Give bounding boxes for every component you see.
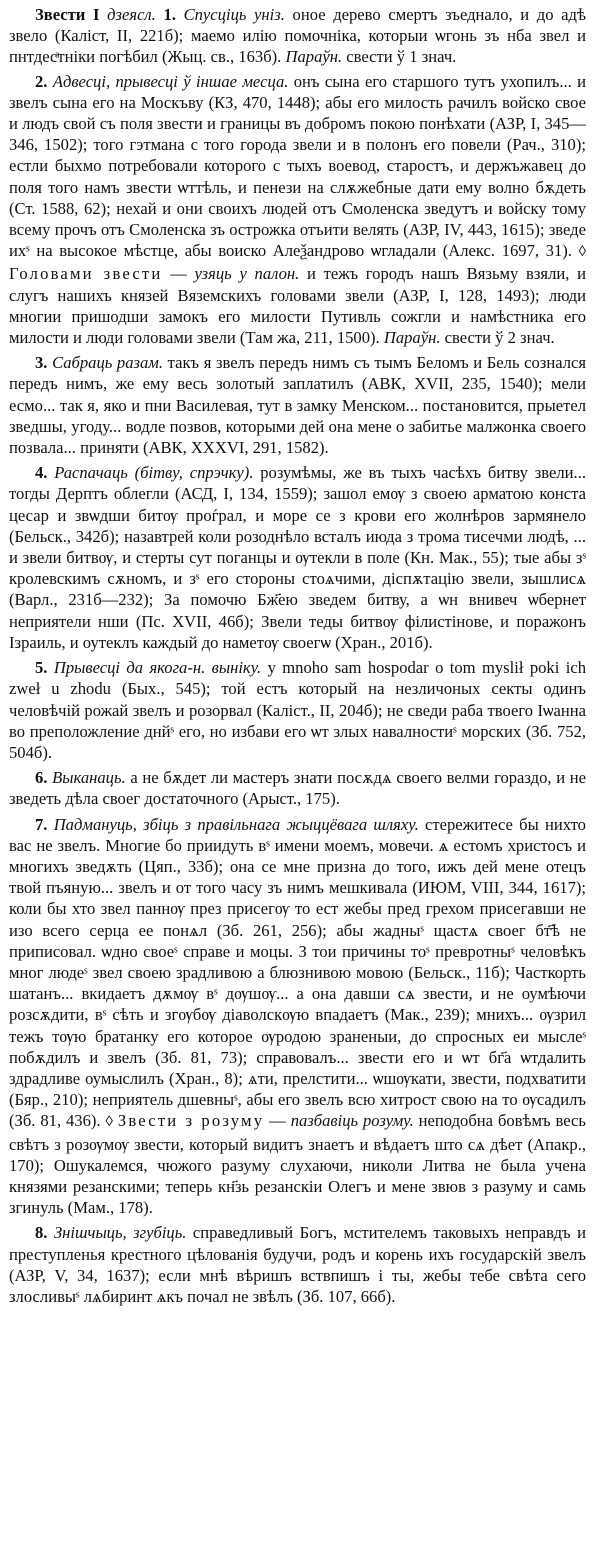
sense-citations: онъ сына его старшого тутъ ухопилъ... и звелъ сына его на Москъву (КЗ, 470, 1448); абы его милость рачилъ войско свое и людъ свой съ поля звести и границы въ добромъ покою понѣхати (АЗР, I, 345—346, 1502); того гэтмана с того города звели и в полонъ его повели (Рач., 310); естли быхмо потребовали которого с тыхъ воевод, старостъ, и держъжавец до поля того намъ звести ѡттѣль, и пенези на слѫжебные дати ему волно бѫдеть (Ст. 1588, 62); нехай и они своихъ людей отъ Смоленска зведутъ и войску тому всему прочъ отъ Смоленска зъ острожка отъити велять (АЗР, IV, 443, 1615); зведе ихˢ на высокое мѣстце, абы воиско Алеѯандрово ѡгладали (Алекс. 1697, 31). <box>9 71 587 261</box>
sense-gloss: Распачаць (бітву, спрэчку). <box>54 463 254 483</box>
sense-number: 1. <box>163 5 176 24</box>
cross-reference-label: Параўн. <box>383 328 441 348</box>
phraseology-citations: и тежъ городъ нашъ Вязьму взяли, и слугъ нашихъ князей Вяземскихъ головами звели (АЗР, I, 128, 1493); люди многии пришодши замокъ его милости Путивль сожгли и намѣстника его милости и люди головами звели (Там жа, 211, 1500). <box>9 264 586 348</box>
sense-gloss: Адвесці, прывесці ў іншае месца. <box>52 71 289 91</box>
sense-gloss: Прывесці да якога-н. выніку. <box>53 658 262 678</box>
cross-reference-text: свести ў 2 знач. <box>444 328 555 348</box>
sense-citations: y mnoho sam hospodar o tom myslił poki ich zweł u zhodu (Бых., 545); той естъ который на незличоных секты одинъ человѣчій рожай звелъ и розорвал (Каліст., II, 204б); не сведи раба твоего Іѡанна во преположление днйˢ его, но избави его ѡт злых навалностиˢ морских (Зб. 752, 504б). <box>9 658 586 762</box>
entry-sense-8 <box>9 1222 586 1307</box>
sense-gloss: Падмануць, збіць з правільнага жыццёвага шляху. <box>53 814 419 834</box>
phraseology-expression: Головами звести <box>9 264 163 284</box>
entry-sense-7 <box>9 814 586 1219</box>
entry-sense-6 <box>9 767 586 809</box>
sense-number: 7. <box>35 814 48 834</box>
entry-sense-1 <box>9 4 586 68</box>
phraseology-dash: — <box>170 264 187 284</box>
sense-number: 3. <box>35 353 48 373</box>
sense-citations: справедливый Богъ, мстителемъ таковыхъ неправдъ и преступленья крестного цѣлованія будучи, родъ и корень ихъ государскій звелъ (АЗР, V, 34, 1637); если мнѣ вѣришъ вствпишъ і ты, жебы тебе свѣта сего злосливыˢ лѧбиринт ѧкъ почал не звѣлъ (Зб. 107, 66б). <box>9 1223 586 1306</box>
sense-citations: такъ я звелъ передъ нимъ съ тымъ Беломъ и Бель сознался передъ нимъ, же ему весь золотый заплатилъ (АВК, XVII, 235, 1540); мели есмо... так я, яко и пни Василевая, тут в замку Менском... постановится, прыетел зведшы, угоду... водле позвов, которыми дей она мене о забитье малжонка своего позвала... приняти (АВК, XXXVI, 291, 1582). <box>9 353 586 458</box>
sense-number: 6. <box>35 768 48 788</box>
phraseology-dash: — <box>269 1111 286 1131</box>
phraseology-expression: Звести з розуму <box>117 1111 265 1131</box>
sense-citations: розумѣмы, же въ тыхъ часѣхъ битву звели... тогды Дерптъ облегли (АСД, I, 134, 1559); зашол емѹ з своею арматою конста цесар и звѡдши битѹ проѓрал, и море се з крови его жолнѣров зармянело (Бельск., 342б); назавтрей коли розоднѣло всталъ июда з трома тисечми людѣ, ... и звели битвѹ, и стерты сут поганцы и ѹтекли в поле (Кн. Мак., 55); тые абы зˢ кролевскимъ сѫномъ, и зˢ его стороны стоѧчими, діспѫтацію звели, зышлисѧ (Варл., 231б—232); За помочю Бж҃ею зведем битву, а ѡн внивеч ѡбернет неприятели нши (Пс. XVII, 46б); Звели теды битвѹ філистінове, и поражонъ Ізраиль, и оутеклъ каждый до наметѹ своегѡ (Хран., 201б). <box>9 463 586 652</box>
dictionary-entry <box>9 4 586 1307</box>
sense-number: 5. <box>35 658 48 678</box>
entry-sense-5 <box>9 657 586 763</box>
sense-number: 8. <box>35 1223 48 1243</box>
sense-number: 4. <box>35 463 48 483</box>
sense-number: 2. <box>35 71 48 91</box>
cross-reference-label: Параўн. <box>285 47 343 67</box>
phraseology-gloss: пазбавіць розуму. <box>290 1111 414 1131</box>
sense-citations: оное дерево смертъ зъеднало, и до адѣ звело (Каліст, II, 221б); маемо илію помочніка, которыи ѡгонь зъ нба звел и пнтдесͣтніки погѣбил (Жыц. св., 163б). <box>9 5 586 67</box>
entry-homonym-number: I <box>93 5 100 24</box>
entry-headword: Звести <box>35 5 86 24</box>
entry-grammar-label: дзеясл. <box>107 5 156 24</box>
sense-gloss: Сабраць разам. <box>52 353 164 373</box>
phraseology-citations: неподобна бовѣмъ весь свѣтъ з розѹмѹ звести, который видитъ знаетъ и вѣдаетъ што сѧ дѣет (Апакр., 170); Ошукалемся, чюжого разуму слухаючи, николи Литва не была учена князями резанскими; теперь кн҃зь резанскіи Олегъ и мене звюв з разуму и самь згинуль (Мам., 178). <box>9 1111 586 1218</box>
entry-sense-4 <box>9 462 586 653</box>
sense-gloss: Выканаць. <box>52 768 126 788</box>
entry-sense-3 <box>9 352 586 458</box>
cross-reference-text: свести ў 1 знач. <box>346 47 457 67</box>
phraseology-diamond-icon: ◊ <box>578 244 586 261</box>
phraseology-gloss: узяць у палон. <box>194 264 300 284</box>
phraseology-diamond-icon: ◊ <box>105 1114 113 1131</box>
sense-gloss: Спусціць уніз. <box>183 5 285 24</box>
entry-sense-2 <box>9 71 586 349</box>
sense-citations: а не бѫдет ли мастеръ знати посѫдѧ своего велми гораздо, и не зведеть дѣла своег достаточного (Арыст., 175). <box>9 768 586 809</box>
sense-gloss: Знішчыць, згубіць. <box>53 1223 187 1243</box>
sense-citations: cтережитесе бы нихто вас не звелъ. Многие бо приидуть вˢ имени моемъ, мовечи. ѧ естомъ христосъ и многихъ зведѫть (Цяп., 33б); она се мне призна до того, ижъ дей мене отецъ твой пъяную... звелъ и от того часу зъ нимъ мешкивала (ИЮМ, VIII, 344, 1617); коли бы хто звел паннѹ през присегѹ то ест жебы пред грехом присегавши не изо всего серца ее понѧл (Зб. 261, 256); абы жадныˢ щастѧ своег бт҃ѣ не приписовал. ѡдно своеˢ справе и моцы. З тои причины тоˢ превротныˢ человѣкъ мног людеˢ звел своею зрадливою а блюзнивою мовою (Бельск., 11б); Часткорть шатанъ... вкидаетъ дѫмѹ вˢ дѹшѹ... а она давши сѧ звести, и не оумѣючи розсѫдити, вˢ сѣть и згѹбѹ діаволскѹю впадаетъ (Мак., 239); мнихъ... ѹзрил тежъ тѹю братанку его которое ѹродою зраненыи, до спросных еи мыслеˢ побѫдилъ и звелъ (Зб. 81, 73); справовалъ... звести его и ѡт бг҃а ѡтдалить здрадливе оумыслилъ (Хран., 8); ѧти, прелстити... ѡшѹкати, звести, подхватити (Бяр., 210); неприятель дшевныˢ, абы его звелъ всю хитрост свою на то ѹсадилъ (Зб. 81, 436). <box>9 814 586 1131</box>
